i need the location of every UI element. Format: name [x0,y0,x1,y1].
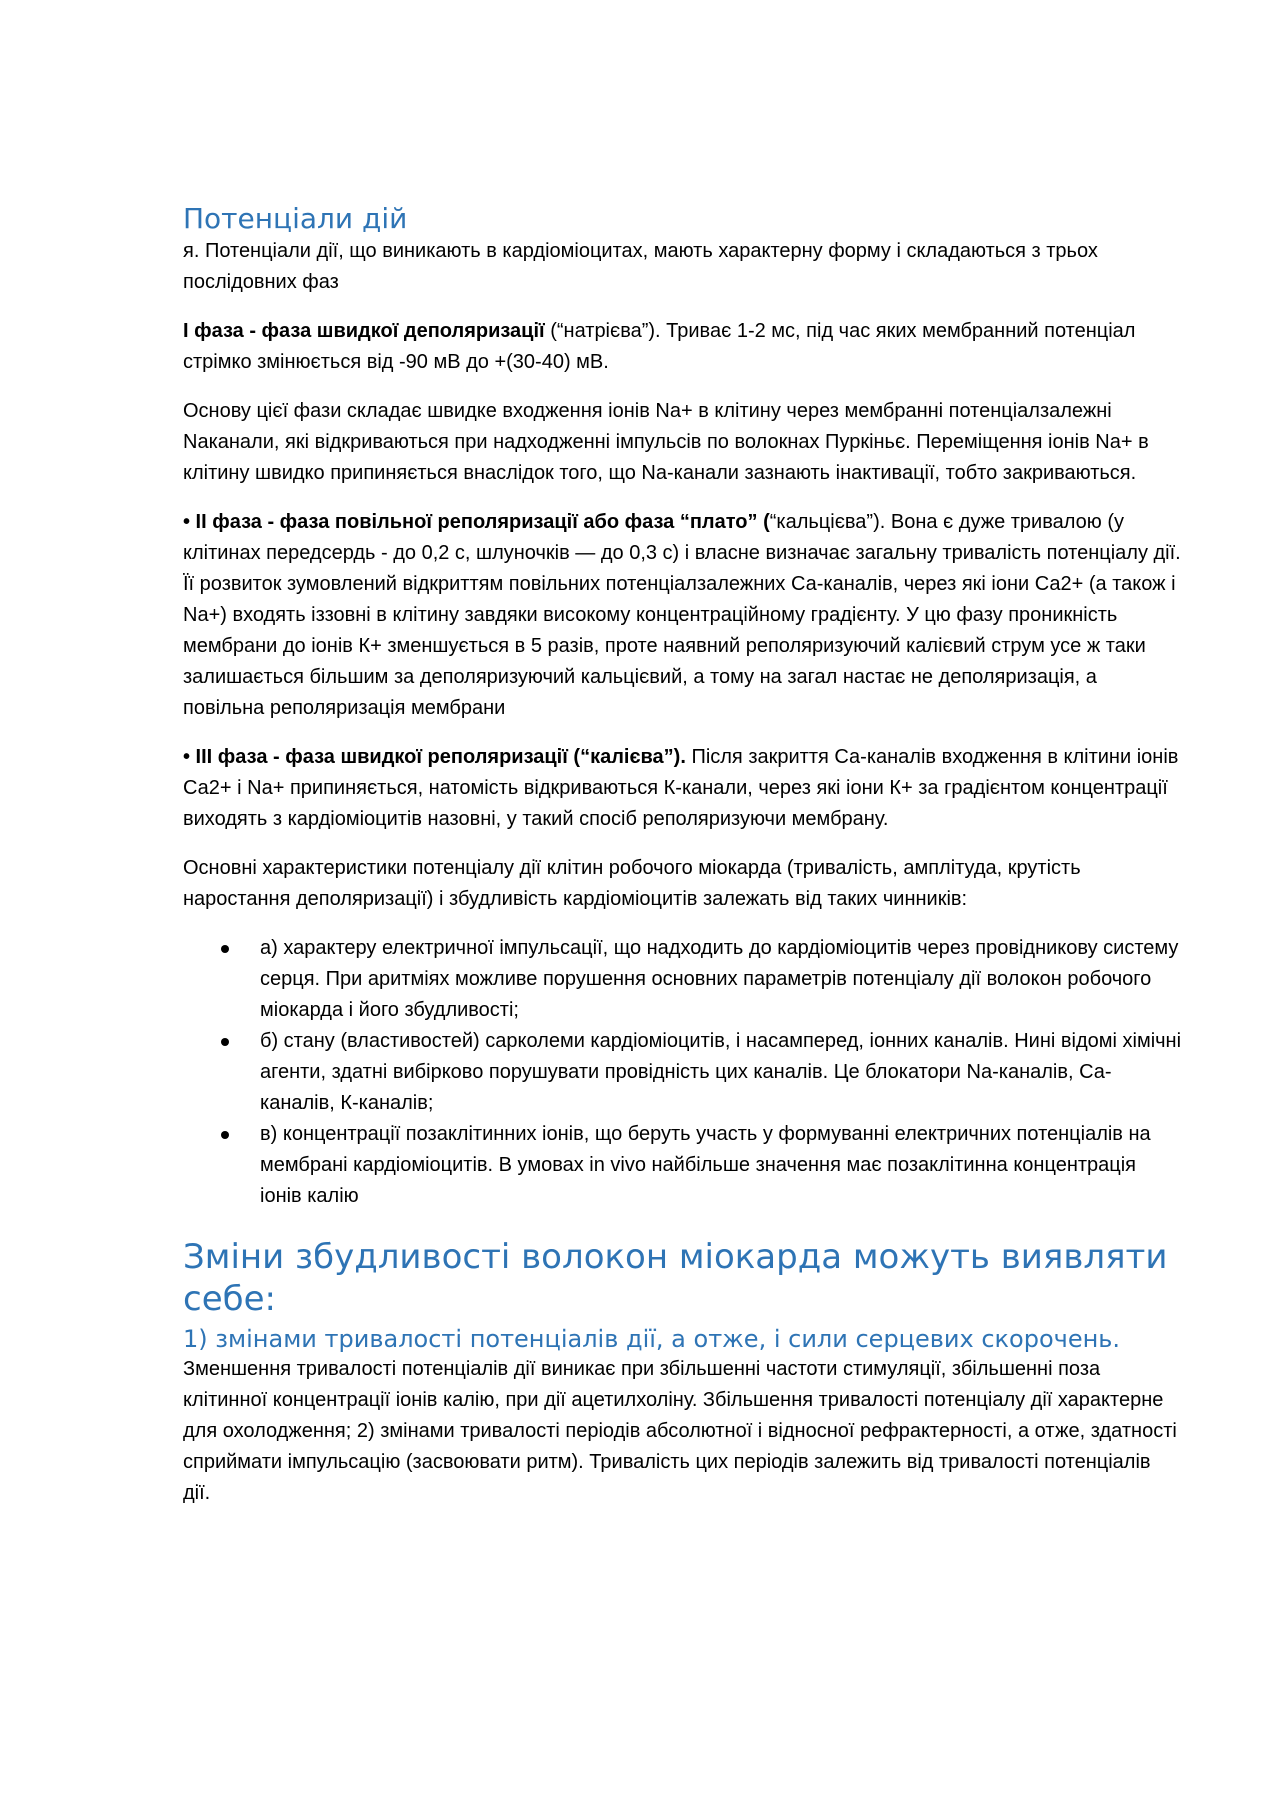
characteristics-paragraph: Основні характеристики потенціалу дії клітин робочого міокарда (тривалість, амплітуда, крутість наростання деполяризації) і збудливість кардіоміоцитів залежать від таких чинників: [183,857,1081,910]
list-item [183,1026,1183,1119]
section-heading-action-potentials: Потенціали дій [183,202,408,235]
section-heading-excitability-changes: Зміни збудливості волокон міокарда можуть виявляти себе: [183,1237,1168,1319]
document-body [183,202,1183,1509]
phase-1-paragraph [183,316,1183,378]
phase-3-title: • III фаза - фаза швидкої реполяризації (“калієва”). [183,746,686,768]
excitability-body-paragraph: Зменшення тривалості потенціалів дії виникає при збільшенні частоти стимуляції, збільшенні поза клітинної концентрації іонів калію, при дії ацетилхоліну. Збільшення тривалості потенціалу дії характерне для охолодження; 2) змінами тривалості періодів абсолютної і відносної рефрактерності, а отже, здатності сприймати імпульсацію (засвоювати ритм). Тривалість цих періодів залежить від тривалості потенціалів дії. [183,1358,1177,1504]
list-item-text: а) характеру електричної імпульсації, що надходить до кардіоміоцитів через провідникову систему серця. При аритміях можливе порушення основних параметрів потенціалу дії волокон робочого міокарда і його збудливості; [260,937,1179,1021]
phase-1-detail-paragraph: Основу цієї фази складає швидке входження іонів Na+ в клітину через мембранні потенціалзалежні Naканали, які відкриваються при надходженні імпульсів по волокнах Пуркіньє. Переміщення іонів Na+ в клітину швидко припиняється внаслідок того, що Na-канали зазнають інактивації, тобто закриваються. [183,400,1149,484]
intro-paragraph: я. Потенціали дії, що виникають в кардіоміоцитах, мають характерну форму і складаються з трьох послідовних фаз [183,240,1098,293]
list-item [183,1119,1183,1212]
bullet-icon [221,1131,229,1139]
phase-2-title: • II фаза - фаза повільної реполяризації або фаза “плато” ( [183,511,770,533]
phase-3-text: Після закриття Са-каналів входження в клітини іонів Са2+ і Na+ припиняється, натомість відкриваються К-канали, через які іони К+ за градієнтом концентрації виходять з кардіоміоцитів назовні, у такий спосіб реполяризуючи мембрану. [183,746,1179,830]
phase-2-paragraph [183,507,1183,724]
phase-1-text: (“натрієва”). Триває 1-2 мс, під час яких мембранний потенціал стрімко змінюється від -90 мВ до +(30-40) мВ. [183,320,1136,373]
bullet-icon [221,945,229,953]
phase-3-paragraph [183,742,1183,835]
bullet-icon [221,1038,229,1046]
phase-1-title: I фаза - фаза швидкої деполяризації [183,320,545,342]
list-item [183,933,1183,1026]
phase-2-text: “кальцієва”). Вона є дуже тривалою (у клітинах передсердь - до 0,2 с, шлуночків — до 0,3 с) і власне визначає загальну тривалість потенціалу дії. Її розвиток зумовлений відкриттям повільних потенціалзалежних Са-каналів, через які іони Са2+ (а також і Na+) входять іззовні в клітину завдяки високому концентраційному градієнту. У цю фазу проникність мембрани до іонів К+ зменшується в 5 разів, проте наявний реполяризуючий калієвий струм усе ж таки залишається більшим за деполяризуючий кальцієвий, а тому на загал настає не деполяризація, а повільна реполяризація мембрани [183,511,1181,719]
factors-list [183,933,1183,1212]
subheading-duration-changes: 1) змінами тривалості потенціалів дії, а отже, і сили серцевих скорочень. [183,1325,1121,1353]
list-item-text: б) стану (властивостей) сарколеми кардіоміоцитів, і насамперед, іонних каналів. Нині відомі хімічні агенти, здатні вибірково порушувати провідність цих каналів. Це блокатори Na-каналів, Са-каналів, К-каналів; [260,1030,1182,1114]
list-item-text: в) концентрації позаклітинних іонів, що беруть участь у формуванні електричних потенціалів на мембрані кардіоміоцитів. В умовах in vivo найбільше значення має позаклітинна концентрація іонів калію [260,1123,1151,1207]
